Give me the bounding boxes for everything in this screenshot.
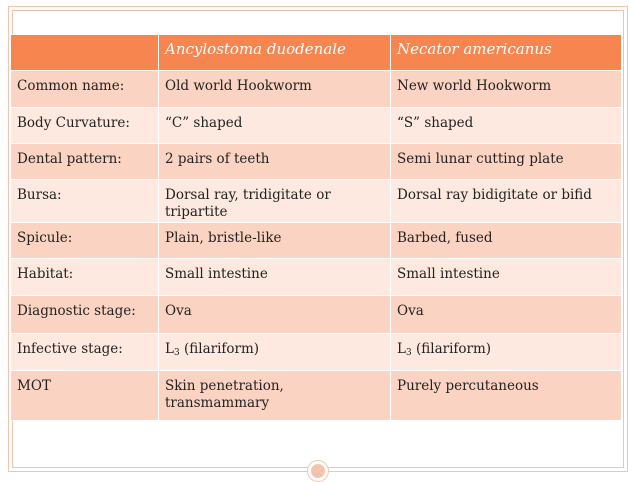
cell-ancylostoma xyxy=(159,334,391,371)
row-label: Body Curvature: xyxy=(11,108,159,144)
row-label: Bursa: xyxy=(11,180,159,223)
table-row xyxy=(11,259,622,296)
cell-necator: Dorsal ray bidigitate or bifid xyxy=(391,180,622,223)
cell-ancylostoma: Small intestine xyxy=(159,259,391,296)
table-row xyxy=(11,296,622,334)
table-header-row xyxy=(11,35,622,71)
cell-ancylostoma: Dorsal ray, tridigitate or tripartite xyxy=(159,180,391,223)
cell-ancylostoma: “C” shaped xyxy=(159,108,391,144)
row-label: Habitat: xyxy=(11,259,159,296)
hookworm-comparison-table xyxy=(10,34,622,421)
cell-ancylostoma: Ova xyxy=(159,296,391,334)
cell-necator: New world Hookworm xyxy=(391,71,622,108)
row-label: Dental pattern: xyxy=(11,144,159,180)
cell-necator: Barbed, fused xyxy=(391,223,622,259)
cell-ancylostoma: 2 pairs of teeth xyxy=(159,144,391,180)
table-row xyxy=(11,144,622,180)
stage-suffix: (filariform) xyxy=(179,341,260,357)
stage-suffix: (filariform) xyxy=(411,341,492,357)
stage-subscript: 3 xyxy=(173,348,180,358)
row-label: MOT xyxy=(11,371,159,421)
stage-prefix: L xyxy=(397,341,406,357)
table-row xyxy=(11,71,622,108)
header-blank-cell xyxy=(11,35,159,71)
header-necator: Necator americanus xyxy=(391,35,622,71)
table-row xyxy=(11,223,622,259)
stage-subscript: 3 xyxy=(405,348,412,358)
header-ancylostoma: Ancylostoma duodenale xyxy=(159,35,391,71)
table-row xyxy=(11,180,622,223)
row-label: Diagnostic stage: xyxy=(11,296,159,334)
cell-ancylostoma: Plain, bristle-like xyxy=(159,223,391,259)
stage-prefix: L xyxy=(165,341,174,357)
row-label: Infective stage: xyxy=(11,334,159,371)
cell-necator: Purely percutaneous xyxy=(391,371,622,421)
cell-necator: Ova xyxy=(391,296,622,334)
decorative-dot xyxy=(311,464,325,478)
row-label: Common name: xyxy=(11,71,159,108)
row-label: Spicule: xyxy=(11,223,159,259)
cell-necator: “S” shaped xyxy=(391,108,622,144)
table-row xyxy=(11,334,622,371)
cell-ancylostoma: Old world Hookworm xyxy=(159,71,391,108)
cell-necator xyxy=(391,334,622,371)
cell-necator: Semi lunar cutting plate xyxy=(391,144,622,180)
table-row xyxy=(11,371,622,421)
cell-ancylostoma: Skin penetration, transmammary xyxy=(159,371,391,421)
table-row xyxy=(11,108,622,144)
cell-necator: Small intestine xyxy=(391,259,622,296)
